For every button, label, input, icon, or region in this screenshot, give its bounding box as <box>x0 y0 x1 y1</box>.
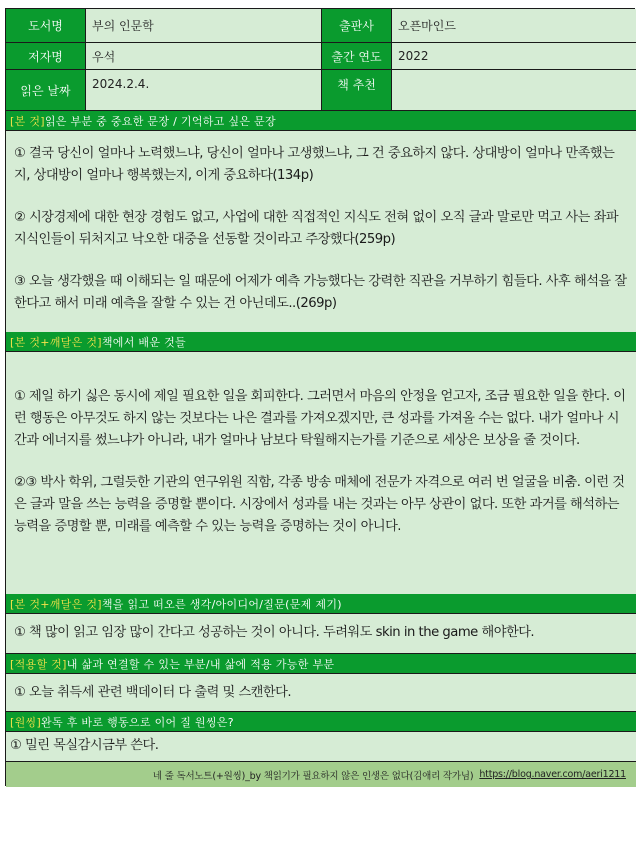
section-tag: [적용할 것] <box>10 657 67 671</box>
author-value: 우석 <box>86 43 322 69</box>
section-content-apply <box>6 674 636 712</box>
footer-link[interactable]: https://blog.naver.com/aeri1211 <box>479 769 626 780</box>
paragraph: ① 밀린 목실감시금부 쓴다. <box>10 738 159 753</box>
footer-credit <box>6 762 636 787</box>
info-row-author <box>6 43 636 70</box>
publisher-label: 출판사 <box>322 9 392 42</box>
author-label: 저자명 <box>6 43 86 69</box>
paragraph: ②③ 박사 학위, 그럴듯한 기관의 연구위원 직함, 각종 방송 매체에 전문가 자격으로 여러 번 얼굴을 비춤. 이런 것은 글과 말을 쓰는 능력을 증명할 뿐이다. 시장에서 성과를 내는 것과는 아무 상관이 없다. 또한 과거를 해석하는 능력을 증명할 뿐, 미래를 예측할 수 있는 능력을 증명하는 것이 아니다. <box>14 475 625 534</box>
reading-note-sheet <box>5 8 635 786</box>
paragraph: ③ 오늘 생각했을 때 이해되는 일 때문에 어제가 예측 가능했다는 강력한 직관을 거부하기 힘들다. 사후 해석을 잘한다고 해서 미래 예측을 잘할 수 있는 건 아닌데도..(269p) <box>14 274 627 311</box>
section-header-ideas <box>6 594 636 614</box>
section-tag: [본 것+깨달은 것] <box>10 335 102 349</box>
section-header-lessons <box>6 332 636 352</box>
info-row-date <box>6 70 636 111</box>
section-tag: [본 것] <box>10 114 45 128</box>
section-title: 책을 읽고 떠오른 생각/아이디어/질문(문제 제기) <box>101 597 342 611</box>
section-tag: [본 것+깨달은 것] <box>10 597 102 611</box>
recommend-label: 책 추천 <box>322 70 392 110</box>
paragraph: ① 결국 당신이 얼마나 노력했느냐, 당신이 얼마나 고생했느냐, 그 건 중요하지 않다. 상대방이 얼마나 만족했는지, 상대방이 얼마나 행복했는지, 이게 중요하다(134p) <box>14 146 615 183</box>
section-header-apply <box>6 654 636 674</box>
paragraph: ① 책 많이 읽고 임장 많이 간다고 성공하는 것이 아니다. 두려워도 skin in the game 해야한다. <box>14 625 535 640</box>
section-content-one-thing <box>6 732 636 762</box>
year-value: 2022 <box>392 43 636 69</box>
section-header-important-sentences <box>6 111 636 131</box>
recommend-value <box>392 70 636 110</box>
section-header-one-thing <box>6 712 636 732</box>
date-label: 읽은 날짜 <box>6 70 86 110</box>
title-value: 부의 인문학 <box>86 9 322 42</box>
info-row-title <box>6 9 636 43</box>
footer-text: 네 줄 독서노트(+원씽)_by 책읽기가 필요하지 않은 인생은 없다(김애리 작가님) <box>152 770 474 782</box>
section-title: 완독 후 바로 행동으로 이어 질 원씽은? <box>41 715 234 729</box>
paragraph: ① 오늘 취득세 관련 백데이터 다 출력 및 스캔한다. <box>14 685 292 700</box>
section-title: 책에서 배운 것들 <box>101 335 186 349</box>
title-label: 도서명 <box>6 9 86 42</box>
section-title: 읽은 부분 중 중요한 문장 / 기억하고 싶은 문장 <box>44 114 276 128</box>
section-tag: [원씽] <box>10 715 42 729</box>
section-content-ideas <box>6 614 636 654</box>
year-label: 출간 연도 <box>322 43 392 69</box>
publisher-value: 오픈마인드 <box>392 9 636 42</box>
section-content-lessons <box>6 352 636 598</box>
section-content-important-sentences <box>6 131 636 340</box>
paragraph: ② 시장경제에 대한 현장 경험도 없고, 사업에 대한 직접적인 지식도 전혀 없이 오직 글과 말로만 먹고 사는 좌파 지식인들이 뒤처지고 낙오한 대중을 선동할 것이라고 주장했다(259p) <box>14 210 619 247</box>
section-title: 내 삶과 연결할 수 있는 부분/내 삶에 적용 가능한 부분 <box>66 657 335 671</box>
date-value: 2024.2.4. <box>86 70 322 110</box>
paragraph: ① 제일 하기 싫은 동시에 제일 필요한 일을 회피한다. 그러면서 마음의 안정을 얻고자, 조금 필요한 일을 한다. 이런 행동은 아무것도 하지 않는 것보다는 나은 결과를 가져오겠지만, 큰 성과를 가져올 수는 없다. 내가 얼마나 시간과 에너지를 썼느냐가 아니라, 내가 얼마나 남보다 탁월해지는가를 기준으로 세상은 보상을 줄 것이다. <box>14 389 626 448</box>
